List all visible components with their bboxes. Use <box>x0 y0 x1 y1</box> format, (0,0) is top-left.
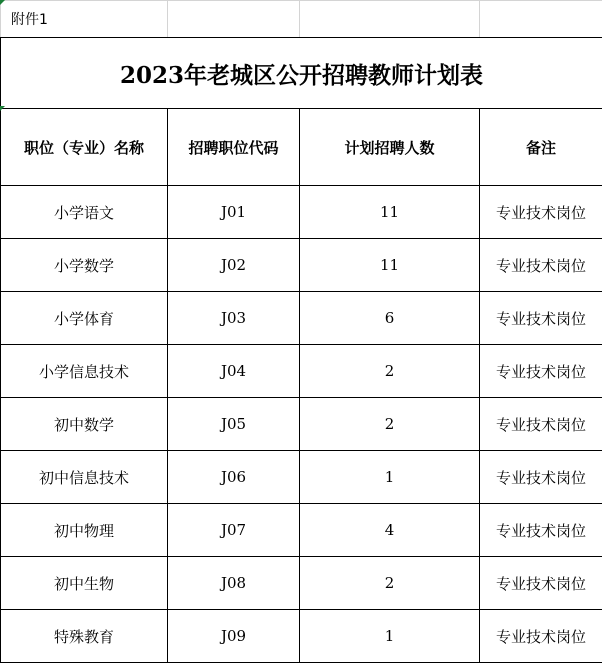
position-name-cell[interactable]: 初中信息技术 <box>1 451 168 504</box>
table-row <box>1 610 602 663</box>
planned-count-cell[interactable]: 2 <box>300 398 480 451</box>
table-row <box>1 557 602 610</box>
note-cell[interactable]: 专业技术岗位 <box>480 504 602 557</box>
table-row <box>1 345 602 398</box>
position-name-cell[interactable]: 小学信息技术 <box>1 345 168 398</box>
note-cell[interactable]: 专业技术岗位 <box>480 292 602 345</box>
planned-count-cell[interactable]: 11 <box>300 186 480 239</box>
table-row <box>1 504 602 557</box>
table-row <box>1 398 602 451</box>
column-header-note[interactable]: 备注 <box>480 109 602 186</box>
position-code-cell[interactable]: J01 <box>168 186 300 239</box>
column-header-name[interactable]: 职位（专业）名称 <box>1 109 168 186</box>
position-name-cell[interactable]: 初中数学 <box>1 398 168 451</box>
planned-count-cell[interactable]: 6 <box>300 292 480 345</box>
table-row <box>1 239 602 292</box>
note-cell[interactable]: 专业技术岗位 <box>480 398 602 451</box>
position-code-cell[interactable]: J04 <box>168 345 300 398</box>
position-name-cell[interactable]: 初中物理 <box>1 504 168 557</box>
page-title[interactable]: 2023年老城区公开招聘教师计划表 <box>1 38 602 109</box>
planned-count-cell[interactable]: 1 <box>300 610 480 663</box>
note-cell[interactable]: 专业技术岗位 <box>480 451 602 504</box>
note-cell[interactable]: 专业技术岗位 <box>480 610 602 663</box>
cell-marker-icon <box>0 106 5 111</box>
cell-marker-icon <box>0 0 5 5</box>
column-header-count[interactable]: 计划招聘人数 <box>300 109 480 186</box>
note-cell[interactable]: 专业技术岗位 <box>480 186 602 239</box>
header-row <box>1 109 602 186</box>
column-header-code[interactable]: 招聘职位代码 <box>168 109 300 186</box>
position-code-cell[interactable]: J03 <box>168 292 300 345</box>
attachment-label[interactable]: 附件1 <box>1 1 168 38</box>
planned-count-cell[interactable]: 4 <box>300 504 480 557</box>
empty-cell[interactable] <box>168 1 300 38</box>
position-name-cell[interactable]: 特殊教育 <box>1 610 168 663</box>
position-code-cell[interactable]: J05 <box>168 398 300 451</box>
position-name-cell[interactable]: 小学体育 <box>1 292 168 345</box>
planned-count-cell[interactable]: 11 <box>300 239 480 292</box>
planned-count-cell[interactable]: 2 <box>300 557 480 610</box>
position-code-cell[interactable]: J06 <box>168 451 300 504</box>
planned-count-cell[interactable]: 2 <box>300 345 480 398</box>
title-row <box>1 38 602 109</box>
empty-cell[interactable] <box>480 1 602 38</box>
table-row <box>1 292 602 345</box>
note-cell[interactable]: 专业技术岗位 <box>480 239 602 292</box>
position-name-cell[interactable]: 初中生物 <box>1 557 168 610</box>
table-row <box>1 186 602 239</box>
position-code-cell[interactable]: J08 <box>168 557 300 610</box>
position-code-cell[interactable]: J02 <box>168 239 300 292</box>
note-cell[interactable]: 专业技术岗位 <box>480 557 602 610</box>
position-name-cell[interactable]: 小学语文 <box>1 186 168 239</box>
empty-cell[interactable] <box>300 1 480 38</box>
position-code-cell[interactable]: J07 <box>168 504 300 557</box>
note-cell[interactable]: 专业技术岗位 <box>480 345 602 398</box>
attachment-row <box>1 1 602 38</box>
position-name-cell[interactable]: 小学数学 <box>1 239 168 292</box>
position-code-cell[interactable]: J09 <box>168 610 300 663</box>
planned-count-cell[interactable]: 1 <box>300 451 480 504</box>
table-row <box>1 451 602 504</box>
